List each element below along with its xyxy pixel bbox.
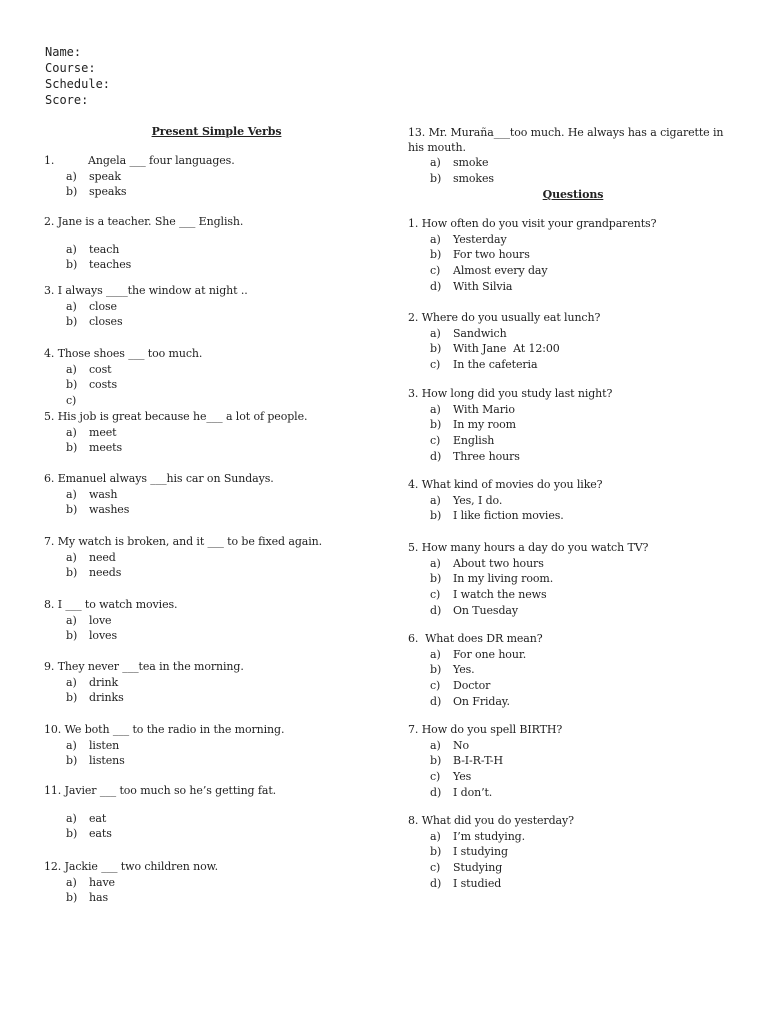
verb-question-9	[44, 659, 389, 706]
course-label: Course:	[45, 61, 96, 75]
option-b[interactable]: b) washes	[66, 503, 130, 517]
option-a[interactable]: a) For one hour.	[430, 647, 527, 661]
option-a[interactable]: a) speak	[66, 169, 121, 183]
question-text: 2. Where do you usually eat lunch?	[408, 311, 601, 324]
option-b[interactable]: b) In my living room.	[430, 572, 554, 586]
schedule-label: Schedule:	[45, 77, 111, 91]
option-b[interactable]: b) I studying	[430, 845, 508, 859]
option-a[interactable]: a) smoke	[430, 156, 489, 169]
option-b[interactable]: b) has	[66, 891, 108, 905]
option-b[interactable]: b) loves	[66, 629, 118, 643]
questions-section-title: Questions	[542, 188, 604, 201]
question-text: 10. We both ___ to the radio in the morning.	[44, 723, 285, 736]
question-text: 13. Mr. Muraña___too much. He always has a cigarette in his mouth.	[408, 126, 724, 154]
verb-question-10	[44, 722, 389, 769]
verb-question-7	[44, 534, 389, 581]
option-d[interactable]: d) On Friday.	[430, 694, 510, 708]
score-label: Score:	[45, 93, 89, 107]
option-b[interactable]: b) With Jane At 12:00	[430, 342, 560, 356]
question-3	[408, 386, 738, 464]
option-d[interactable]: d) I don’t.	[430, 785, 493, 799]
option-a[interactable]: a) teach	[66, 242, 120, 256]
verb-question-13	[408, 125, 738, 186]
option-b[interactable]: b) B-I-R-T-H	[430, 754, 504, 768]
option-d[interactable]: d) With Silvia	[430, 279, 513, 293]
name-label: Name:	[45, 45, 82, 59]
question-5	[408, 540, 738, 618]
option-a[interactable]: a) need	[66, 550, 116, 564]
question-2	[408, 310, 738, 373]
verb-question-1	[44, 153, 389, 200]
option-a[interactable]: a) Yes, I do.	[430, 493, 503, 507]
section-title: Present Simple Verbs	[151, 125, 282, 138]
option-a[interactable]: a) With Mario	[430, 402, 515, 416]
option-c[interactable]: c) Studying	[430, 861, 503, 875]
option-b[interactable]: b) meets	[66, 441, 123, 455]
question-7	[408, 722, 738, 800]
option-c[interactable]: c) Doctor	[430, 679, 491, 693]
question-1	[408, 216, 738, 294]
verb-question-4	[44, 346, 389, 409]
option-a[interactable]: a) have	[66, 875, 115, 889]
option-b[interactable]: b) In my room	[430, 418, 517, 432]
option-b[interactable]: b) speaks	[66, 185, 127, 199]
question-number: 1.	[44, 154, 55, 167]
question-text: 1. How often do you visit your grandparents?	[408, 217, 657, 230]
question-text: 8. I ___ to watch movies.	[44, 598, 178, 611]
option-a[interactable]: a) love	[66, 613, 112, 627]
option-b[interactable]: b) smokes	[430, 171, 494, 185]
question-text: 2. Jane is a teacher. She ___ English.	[44, 215, 244, 228]
option-b[interactable]: b) I like fiction movies.	[430, 509, 564, 523]
option-a[interactable]: a) wash	[66, 487, 118, 501]
verb-question-12	[44, 859, 389, 906]
option-d[interactable]: d) On Tuesday	[430, 603, 518, 617]
verb-question-5	[44, 409, 389, 456]
option-c[interactable]: c) Almost every day	[430, 264, 548, 278]
question-text: 6. Emanuel always ___his car on Sundays.	[44, 472, 274, 485]
option-a[interactable]: a) About two hours	[430, 556, 544, 570]
question-6	[408, 631, 738, 709]
option-a[interactable]: a) I’m studying.	[430, 829, 526, 843]
option-b[interactable]: b) Yes.	[430, 663, 475, 677]
option-b[interactable]: b) listens	[66, 754, 125, 768]
option-b[interactable]: b) closes	[66, 315, 123, 329]
question-text: 5. His job is great because he___ a lot of people.	[44, 410, 308, 423]
option-a[interactable]: a) cost	[66, 362, 112, 376]
question-text: 8. What did you do yesterday?	[408, 814, 574, 827]
option-a[interactable]: a) meet	[66, 425, 117, 439]
verb-question-3	[44, 283, 389, 330]
question-text: 3. I always ____the window at night ..	[44, 284, 248, 297]
option-b[interactable]: b) drinks	[66, 691, 124, 705]
question-8	[408, 813, 738, 891]
verb-question-8	[44, 597, 389, 644]
option-a[interactable]: a) Sandwich	[430, 326, 507, 340]
option-b[interactable]: b) teaches	[66, 258, 132, 272]
question-text: 7. My watch is broken, and it ___ to be fixed again.	[44, 535, 323, 548]
option-b[interactable]: b) eats	[66, 827, 112, 841]
option-a[interactable]: a) drink	[66, 675, 119, 689]
verb-question-6	[44, 471, 389, 518]
verb-question-11	[44, 783, 389, 842]
option-b[interactable]: b) needs	[66, 566, 122, 580]
option-c[interactable]: c) I watch the news	[430, 588, 547, 602]
option-c[interactable]: c) English	[430, 434, 495, 448]
option-d[interactable]: d) I studied	[430, 876, 502, 890]
option-a[interactable]: a) listen	[66, 738, 120, 752]
option-c[interactable]: c) In the cafeteria	[430, 358, 538, 372]
option-b[interactable]: b) costs	[66, 378, 117, 392]
option-a[interactable]: a) No	[430, 738, 470, 752]
question-text: 5. How many hours a day do you watch TV?	[408, 541, 649, 554]
question-text: 11. Javier ___ too much so he’s getting fat.	[44, 784, 277, 797]
question-text: 12. Jackie ___ two children now.	[44, 860, 219, 873]
option-c[interactable]: c) Yes	[430, 770, 472, 784]
option-a[interactable]: a) Yesterday	[430, 232, 507, 246]
question-text: 3. How long did you study last night?	[408, 387, 613, 400]
question-text: 6. What does DR mean?	[408, 632, 543, 645]
question-4	[408, 477, 738, 524]
question-text: 9. They never ___tea in the morning.	[44, 660, 244, 673]
option-b[interactable]: b) For two hours	[430, 248, 530, 262]
option-a[interactable]: a) eat	[66, 811, 107, 825]
question-text: 4. What kind of movies do you like?	[408, 478, 603, 491]
question-text: Angela ___ four languages.	[88, 154, 235, 167]
option-c[interactable]: c)	[66, 394, 77, 408]
verb-question-2	[44, 214, 389, 273]
student-info-header	[45, 44, 110, 108]
option-a[interactable]: a) close	[66, 299, 117, 313]
question-text: 7. How do you spell BIRTH?	[408, 723, 563, 736]
option-d[interactable]: d) Three hours	[430, 449, 520, 463]
question-text: 4. Those shoes ___ too much.	[44, 347, 203, 360]
